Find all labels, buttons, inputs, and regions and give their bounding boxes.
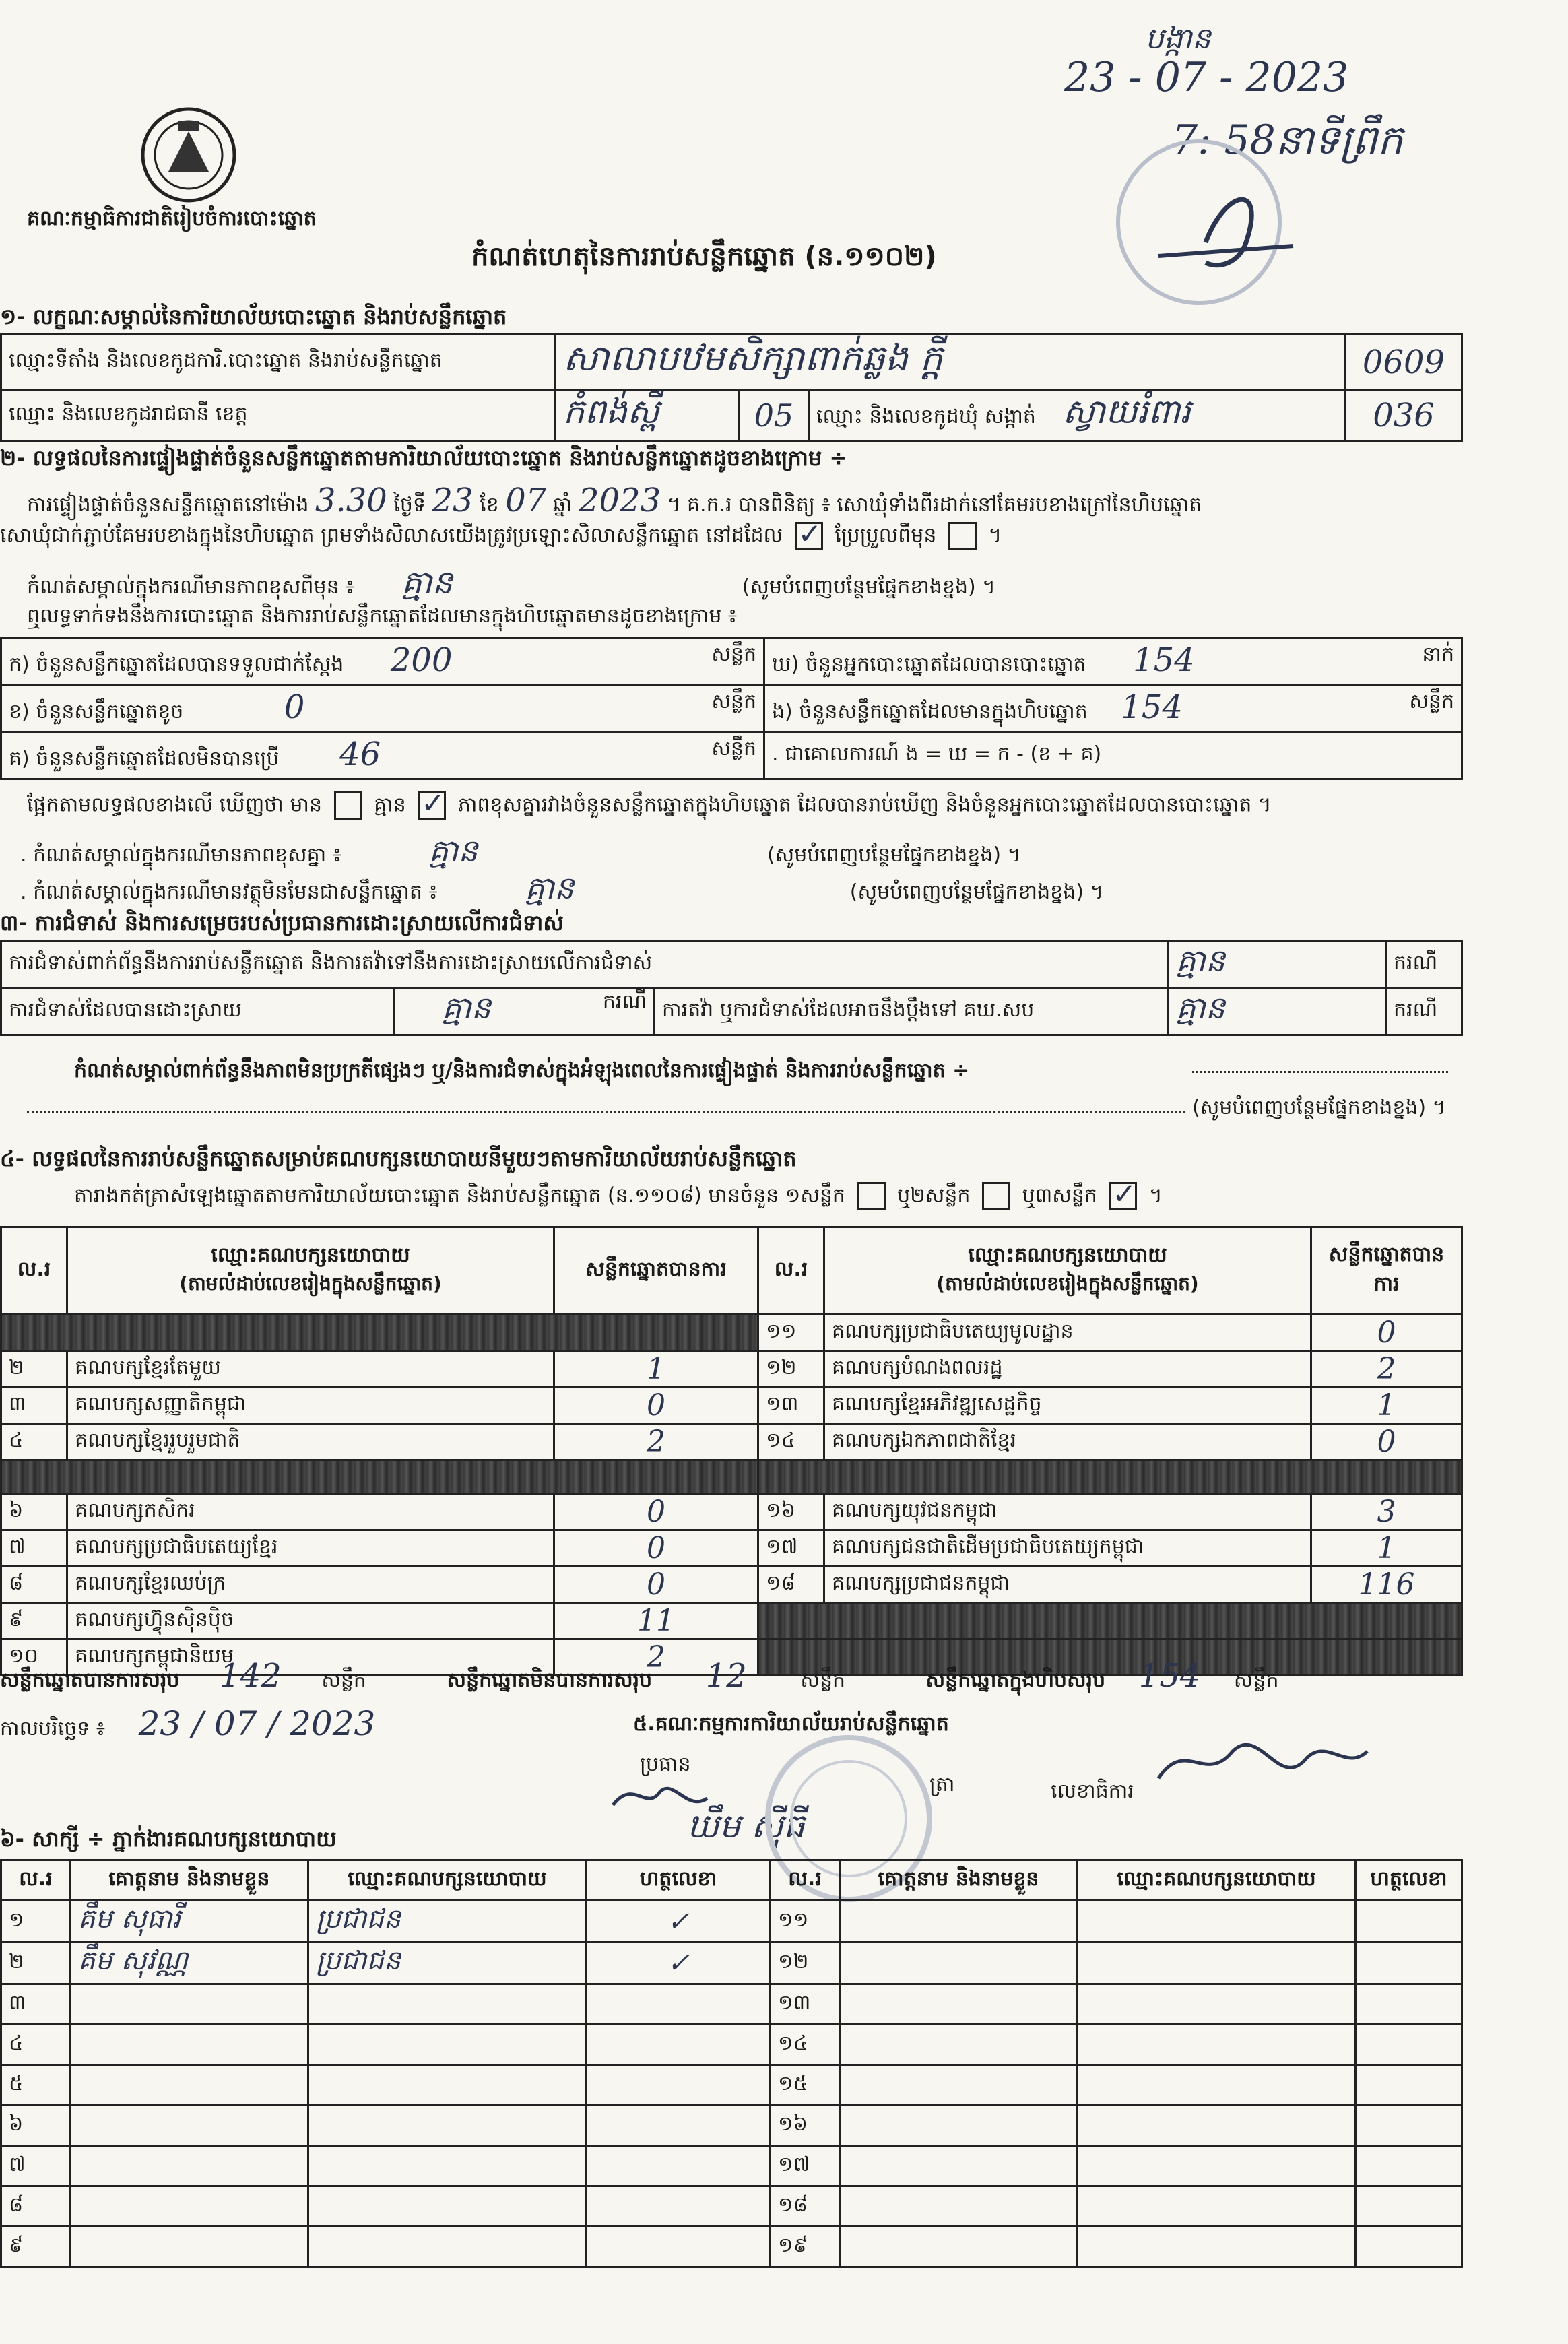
count-label: ឃ) ចំនួនអ្នកបោះឆ្នោតដែលបានបោះឆ្នោត [772, 653, 1086, 676]
verify-day: 23 [432, 482, 473, 519]
witness-empty-cell[interactable] [1356, 1901, 1462, 1943]
witness-row [1, 2025, 1462, 2065]
party-name: គណបក្សជនជាតិដើមប្រជាធិបតេយ្យកម្ពុជា [824, 1530, 1311, 1567]
witness-signature [587, 1984, 771, 2025]
committee-title: ៥.គណៈកម្មការការិយាល័យរាប់សន្លឹកឆ្នោត [633, 1712, 949, 1736]
count-unit: សន្លឹក [1409, 690, 1454, 713]
witness-empty-cell[interactable] [1078, 2065, 1356, 2106]
col-party-sub: (តាមលំដាប់លេខរៀងក្នុងសន្លឹកឆ្នោត) [936, 1272, 1199, 1295]
box-total: 154 [1138, 1657, 1201, 1695]
witness-empty-cell[interactable] [1078, 2146, 1356, 2186]
verify-text: ការផ្ទៀងផ្ទាត់ចំនួនសន្លឹកឆ្នោតនៅម៉ោង [27, 493, 309, 517]
party-votes: 1 [1311, 1530, 1462, 1567]
party-name: គណបក្សឯកភាពជាតិខ្មែរ [824, 1424, 1311, 1460]
party-votes: 0 [554, 1388, 758, 1424]
party-votes: 2 [554, 1424, 758, 1460]
witness-empty-cell[interactable] [840, 2106, 1078, 2146]
party-votes: 0 [554, 1567, 758, 1603]
party-name: គណបក្សកសិករ [67, 1494, 554, 1530]
party-name: គណបក្សខ្មែរតែមួយ [67, 1351, 554, 1388]
appeal-value: គ្មាន [1169, 988, 1386, 1035]
count-label: ខ) ចំនួនសន្លឹកឆ្នោតខូច [9, 700, 184, 723]
party-number: ៧ [1, 1530, 67, 1567]
count-label: គ) ចំនួនសន្លឹកឆ្នោតដែលមិនបានប្រើ [9, 747, 280, 771]
party-votes: 0 [554, 1530, 758, 1567]
section6-title: ៦- សាក្សី ÷ ភ្នាក់ងារគណបក្សនយោបាយ [0, 1826, 337, 1852]
witness-number: ៦ [1, 2106, 71, 2146]
seal-changed-label: ប្រែប្រួលពីមុន [835, 523, 937, 548]
results-row [1, 1424, 1462, 1460]
col-sign: ហត្ថលេខា [587, 1860, 771, 1901]
discrepancy-line [27, 791, 1272, 822]
discrepancy-none-checkbox[interactable] [418, 791, 446, 820]
witness-number: ១៤ [771, 2025, 840, 2065]
witness-empty-cell[interactable] [1078, 1984, 1356, 2025]
witness-name [71, 2186, 308, 2227]
witness-signature: ✓ [587, 1943, 771, 1984]
sheets-2-label: ឬ២សន្លឹក [897, 1183, 971, 1208]
valid-total-label: សន្លឹកឆ្នោតបានការសរុប [0, 1668, 180, 1692]
province-label: ឈ្មោះ និងលេខកូដរាជធានី ខេត្ត [1, 390, 556, 441]
witness-row [1, 2106, 1462, 2146]
summary-label: ឮលទ្ធទាក់ទងនឹងការបោះឆ្នោត និងការរាប់សន្លឹកឆ្នោតដែលមានក្នុងហិបឆ្នោតមានដូចខាងក្រោម ៖ [27, 604, 738, 628]
valid-total: 142 [220, 1657, 282, 1695]
witness-signature [587, 2146, 771, 2186]
note1-hint: (សូមបំពេញបន្ថែមផ្នែកខាងខ្នង) ។ [766, 843, 1021, 867]
section2-title: ២- លទ្ធផលនៃការផ្ទៀងផ្ទាត់ចំនួនសន្លឹកឆ្នោតតាមការិយាល័យបោះឆ្នោត និងរាប់សន្លឹកឆ្នោតដូចខាងក្រោម ÷ [0, 445, 848, 471]
witness-signature [587, 2065, 771, 2106]
col-name: គោត្តនាម និងនាមខ្លួន [840, 1860, 1078, 1901]
witness-row [1, 2186, 1462, 2227]
witness-empty-cell[interactable] [840, 2025, 1078, 2065]
sheets-line: តារាងកត់ត្រាសំឡេងឆ្នោតតាមការិយាល័យបោះឆ្នោត និងរាប់សន្លឹកឆ្នោត (ន.១១០៨) មានចំនួន ១សន្លឹក ឬ២សន្លឹក ឬ៣សន្លឹក ✓ ។ [74, 1182, 1163, 1212]
party-name: គណបក្សបំណងពលរដ្ឋ [824, 1351, 1311, 1388]
witness-number: ៤ [1, 2025, 71, 2065]
objection-case: ករណី [1386, 941, 1462, 988]
party-number: ២ [1, 1351, 67, 1388]
dotted-line [1192, 1071, 1448, 1073]
party-name: គណបក្សកម្ពុជានិយម [67, 1639, 554, 1676]
party-votes: 2 [1311, 1351, 1462, 1388]
party-votes: 116 [1311, 1567, 1462, 1603]
redacted-cell [1, 1315, 758, 1351]
witness-empty-cell[interactable] [1356, 2146, 1462, 2186]
section3-title: ៣- ការជំទាស់ និងការសម្រេចរបស់ប្រធានការដោះស្រាយលើការជំទាស់ [0, 910, 564, 936]
witness-party [308, 2186, 587, 2227]
witness-empty-cell[interactable] [1356, 2065, 1462, 2106]
witness-name [71, 2227, 308, 2267]
box-total-label: សន្លឹកឆ្នោតក្នុងហិបសរុប [925, 1668, 1106, 1692]
party-number: ៣ [1, 1388, 67, 1424]
witness-name [71, 2025, 308, 2065]
party-number: ៨ [1, 1567, 67, 1603]
witness-name [71, 2146, 308, 2186]
year-label: ឆ្នាំ [552, 493, 573, 517]
col-no: ល.រ [758, 1227, 824, 1315]
commune-code: 036 [1346, 390, 1462, 441]
invalid-total: 12 [705, 1657, 747, 1695]
seal-line: សោឃុំជាក់ភ្ជាប់គែមរបខាងក្នុងនៃហិបឆ្នោត ព្រមទាំងសិលាសយើងត្រូវប្រឡោះសិលាសន្លឹកឆ្នោត នៅដដែល ✓ ប្រែប្រួលពីមុន ។ [0, 522, 1002, 552]
verify-month: 07 [505, 482, 547, 519]
count-label: ង) ចំនួនសន្លឹកឆ្នោតដែលមានក្នុងហិបឆ្នោត [772, 700, 1088, 723]
month-label: ខែ [480, 493, 499, 517]
party-name: គណបក្សខ្មែរអភិវឌ្ឍសេដ្ឋកិច្ច [824, 1388, 1311, 1424]
received-label: បង្កាន [1145, 22, 1211, 56]
objection-table [0, 940, 1463, 1036]
count-row [1, 732, 1462, 779]
sheets-3-label: ឬ៣សន្លឹក [1022, 1183, 1097, 1208]
witness-empty-cell[interactable] [840, 1984, 1078, 2025]
seal-text: សោឃុំជាក់ភ្ជាប់គែមរបខាងក្នុងនៃហិបឆ្នោត ព្រមទាំងសិលាសយើងត្រូវប្រឡោះសិលាសន្លឹកឆ្នោត នៅដដែល [0, 523, 783, 548]
count-unit: សន្លឹក [711, 643, 756, 666]
witness-number: ១៦ [771, 2106, 840, 2146]
station-name: សាលាបឋមសិក្សាពាក់ឆ្លង ក្តី [556, 335, 1346, 390]
date-label: កាលបរិច្ឆេទ ៖ [0, 1717, 106, 1740]
witness-row [1, 2146, 1462, 2186]
sheets-text: តារាងកត់ត្រាសំឡេងឆ្នោតតាមការិយាល័យបោះឆ្នោត និងរាប់សន្លឹកឆ្នោត (ន.១១០៨) មានចំនួន ១សន្លឹក [74, 1183, 845, 1208]
commune-label: ឈ្មោះ និងលេខកូដឃុំ សង្កាត់ [816, 405, 1036, 428]
witness-signature [587, 2227, 771, 2267]
discrepancy-tail: ភាពខុសគ្នារវាងចំនួនសន្លឹកឆ្នោតក្នុងហិបឆ្នោត ដែលបានរាប់ឃើញ និងចំនួនអ្នកបោះឆ្នោតដែលបានបោះឆ្នោត ។ [457, 793, 1272, 817]
party-number: ១០ [1, 1639, 67, 1676]
witness-name [71, 1984, 308, 2025]
section4-title: ៤- លទ្ធផលនៃការរាប់សន្លឹកឆ្នោតសម្រាប់គណបក្សនយោបាយនីមួយៗតាមការិយាល័យរាប់សន្លឹកឆ្នោត [0, 1146, 797, 1171]
results-body [1, 1315, 1462, 1676]
col-no: ល.រ [1, 1227, 67, 1315]
witness-number: ១៥ [771, 2065, 840, 2106]
diff-note-value: គ្មាន [401, 564, 453, 601]
party-name: គណបក្សខ្មែរឈប់ក្រ [67, 1567, 554, 1603]
witness-signature: ✓ [587, 1901, 771, 1943]
witness-party: ប្រជាជន [308, 1943, 587, 1984]
seal-changed-checkbox[interactable] [948, 522, 977, 550]
province-code: 05 [740, 390, 809, 441]
witness-number: ១៩ [771, 2227, 840, 2267]
irregular-hint: (សូមបំពេញបន្ថែមផ្នែកខាងខ្នង) ។ [1192, 1096, 1446, 1119]
results-row [1, 1494, 1462, 1530]
witness-empty-cell[interactable] [840, 1901, 1078, 1943]
voters-voted: 154 [1133, 641, 1195, 679]
discrepancy-yes-checkbox[interactable] [334, 791, 362, 820]
count-row [1, 685, 1462, 732]
stamp-label: ត្រា [929, 1773, 955, 1796]
redacted-cell [758, 1460, 1462, 1494]
results-row [1, 1351, 1462, 1388]
col-party: ឈ្មោះគណបក្សនយោបាយ [308, 1860, 587, 1901]
results-row [1, 1567, 1462, 1603]
formula: . ជាគោលការណ៍ ង = ឃ = ក - (ខ + គ) [764, 732, 1462, 779]
appeal-case: ករណី [1386, 988, 1462, 1035]
resolved-case: ករណី [602, 990, 647, 1014]
secretary-label: លេខាធិការ [1051, 1780, 1134, 1803]
discrepancy-text: ផ្អែកតាមលទ្ធផលខាងលើ ឃើញថា មាន [27, 793, 323, 817]
diff-note-hint: (សូមបំពេញបន្ថែមផ្នែកខាងខ្នង) ។ [742, 575, 996, 599]
chair-label: ប្រធាន [640, 1753, 691, 1776]
party-name: គណបក្សហ៊្វុនស៊ិនប៉ិច [67, 1603, 554, 1639]
witness-row [1, 1984, 1462, 2025]
results-row [1, 1315, 1462, 1351]
witness-empty-cell[interactable] [1078, 1901, 1356, 1943]
note2-line [20, 869, 1103, 914]
discrepancy-none-label: គ្មាន [374, 793, 406, 817]
witness-empty-cell[interactable] [1356, 2025, 1462, 2065]
invalid-total-label: សន្លឹកឆ្នោតមិនបានការសរុប [447, 1668, 653, 1692]
irregular-note: កំណត់សម្គាល់ពាក់ព័ន្ធនឹងភាពមិនប្រក្រតីផ្សេងៗ ឬ/និងការជំទាស់ក្នុងអំឡុងពេលនៃការផ្ទៀងផ្ទាត់ និងការរាប់សន្លឹកឆ្នោត ÷ [74, 1059, 970, 1082]
note2-hint: (សូមបំពេញបន្ថែមផ្នែកខាងខ្នង) ។ [849, 880, 1104, 904]
witness-number: ២ [1, 1943, 71, 1984]
col-party-title: ឈ្មោះគណបក្សនយោបាយ [211, 1243, 410, 1267]
witness-row [1, 2227, 1462, 2267]
party-name: គណបក្សប្រជាជនកម្ពុជា [824, 1567, 1311, 1603]
note2-label: . កំណត់សម្គាល់ក្នុងករណីមានវត្ថុមិនមែនជាសន្លឹកឆ្នោត ៖ [20, 880, 438, 904]
resolved-label: ការជំទាស់ដែលបានដោះស្រាយ [1, 988, 394, 1035]
party-number: ១៧ [758, 1530, 824, 1567]
col-votes: សន្លឹកឆ្នោតបានការ [1311, 1227, 1462, 1315]
witness-number: ៥ [1, 2065, 71, 2106]
witness-name [71, 2065, 308, 2106]
count-unit: សន្លឹក [711, 690, 756, 713]
results-table [0, 1226, 1463, 1676]
witness-empty-cell[interactable] [1356, 2227, 1462, 2267]
doc-title: កំណត់ហេតុនៃការរាប់សន្លឹកឆ្នោត (ន.១១០២) [471, 241, 937, 272]
count-table [0, 637, 1463, 780]
station-label: ឈ្មោះទីតាំង និងលេខកូដការិ.បោះឆ្នោត និងរាប់សន្លឹកឆ្នោត [1, 335, 556, 390]
col-votes: សន្លឹកឆ្នោតបានការ [554, 1227, 758, 1315]
witness-party [308, 2146, 587, 2186]
redacted-cell [758, 1603, 1462, 1639]
received-date: 23 - 07 - 2023 [1064, 54, 1349, 101]
verify-time: 3.30 [315, 482, 387, 519]
witness-empty-cell[interactable] [1078, 2025, 1356, 2065]
witness-empty-cell[interactable] [1356, 1943, 1462, 1984]
col-sign: ហត្ថលេខា [1356, 1860, 1462, 1901]
witness-party [308, 2065, 587, 2106]
witness-name: គឹម សុធារី [71, 1901, 308, 1943]
party-name: គណបក្សប្រជាធិបតេយ្យខ្មែរ [67, 1530, 554, 1567]
note1-value: គ្មាន [428, 833, 478, 869]
witness-empty-cell[interactable] [1356, 2186, 1462, 2227]
witness-empty-cell[interactable] [1356, 1984, 1462, 2025]
witness-number: ១ [1, 1901, 71, 1943]
nec-logo-icon [138, 104, 239, 205]
spoiled-ballots: 0 [284, 688, 305, 726]
chair-signature-icon [606, 1771, 714, 1825]
unused-ballots: 46 [339, 736, 381, 773]
count-unit: សន្លឹក [711, 737, 756, 760]
party-number: ១៣ [758, 1388, 824, 1424]
count-row [1, 638, 1462, 685]
results-row [1, 1388, 1462, 1424]
date-line [0, 1704, 375, 1745]
party-votes: 1 [554, 1351, 758, 1388]
results-row [1, 1603, 1462, 1639]
witness-number: ៩ [1, 2227, 71, 2267]
col-party [67, 1227, 554, 1315]
witness-party [308, 2025, 587, 2065]
col-no: ល.រ [1, 1860, 71, 1901]
witness-party [308, 2227, 587, 2267]
witness-number: ៧ [1, 2146, 71, 2186]
witness-name [71, 2106, 308, 2146]
verify-line [27, 482, 1202, 521]
totals-line [0, 1657, 1279, 1697]
witness-number: ១៧ [771, 2146, 840, 2186]
count-unit: នាក់ [1422, 643, 1454, 666]
witness-empty-cell[interactable] [840, 1943, 1078, 1984]
party-number: ១៦ [758, 1494, 824, 1530]
party-votes: 0 [554, 1494, 758, 1530]
party-name: គណបក្សយុវជនកម្ពុជា [824, 1494, 1311, 1530]
witness-row [1, 1943, 1462, 1984]
station-code: 0609 [1346, 335, 1462, 390]
date-value: 23 / 07 / 2023 [138, 1704, 376, 1743]
witness-table [0, 1859, 1463, 2268]
witness-signature [587, 2186, 771, 2227]
party-name: គណបក្សប្រជាធិបតេយ្យមូលដ្ឋាន [824, 1315, 1311, 1351]
witness-number: ១១ [771, 1901, 840, 1943]
col-party-title: ឈ្មោះគណបក្សនយោបាយ [968, 1243, 1167, 1267]
party-votes: 11 [554, 1603, 758, 1639]
witness-name: គឹម សុវណ្ណ [71, 1943, 308, 1984]
sheets-3-checkbox[interactable] [1109, 1182, 1137, 1210]
valid-unit: សន្លឹក [321, 1668, 366, 1692]
witness-number: ៣ [1, 1984, 71, 2025]
section1-title: ១- លក្ខណៈសម្គាល់នៃការិយាល័យបោះឆ្នោត និងរាប់សន្លឹកឆ្នោត [0, 304, 507, 329]
party-number: ១៨ [758, 1567, 824, 1603]
witness-empty-cell[interactable] [1078, 2186, 1356, 2227]
party-votes: 1 [1311, 1388, 1462, 1424]
party-votes: 3 [1311, 1494, 1462, 1530]
received-ballots: 200 [390, 641, 453, 679]
witness-party: ប្រជាជន [308, 1901, 587, 1943]
witness-body [1, 1901, 1462, 2267]
party-votes: 0 [1311, 1424, 1462, 1460]
commune-cell [809, 390, 1346, 441]
col-no: ល.រ [771, 1860, 840, 1901]
party-votes: 0 [1311, 1315, 1462, 1351]
day-label: ថ្ងៃទី [393, 493, 426, 517]
party-number: ១២ [758, 1351, 824, 1388]
witness-empty-cell[interactable] [1356, 2106, 1462, 2146]
ballots-in-box: 154 [1121, 688, 1183, 726]
witness-row [1, 2065, 1462, 2106]
invalid-unit: សន្លឹក [800, 1668, 846, 1692]
box-unit: សន្លឹក [1233, 1668, 1279, 1692]
witness-empty-cell[interactable] [1078, 2227, 1356, 2267]
seal-same-checkbox[interactable] [795, 522, 823, 550]
witness-number: ៨ [1, 2186, 71, 2227]
resolved-cell [394, 988, 655, 1035]
sheets-2-checkbox[interactable] [982, 1182, 1010, 1210]
chair-name: ឃឹម ស៊ីធី [687, 1806, 805, 1846]
party-number: ៩ [1, 1603, 67, 1639]
sheets-1-checkbox[interactable] [857, 1182, 886, 1210]
witness-empty-cell[interactable] [1078, 2106, 1356, 2146]
appeal-label: ការតវ៉ា ឬការជំទាស់ដែលអាចនឹងប្តឹងទៅ គឃ.សប [655, 988, 1169, 1035]
results-row [1, 1530, 1462, 1567]
witness-empty-cell[interactable] [840, 2227, 1078, 2267]
province-name: កំពង់ស្ពឺ [556, 390, 740, 441]
objection-value: គ្មាន [1169, 941, 1386, 988]
verify-tail: ។ គ.ក.រ បានពិនិត្យ ៖ សោឃុំទាំងពីរដាក់នៅគែមរបខាងក្រៅនៃហិបឆ្នោត [667, 493, 1202, 517]
witness-empty-cell[interactable] [840, 2186, 1078, 2227]
round-stamp-top [1091, 135, 1307, 310]
party-name: គណបក្សសញ្ញាតិកម្ពុជា [67, 1388, 554, 1424]
results-row [1, 1460, 1462, 1494]
col-name: គោត្តនាម និងនាមខ្លួន [71, 1860, 308, 1901]
note1-label: . កំណត់សម្គាល់ក្នុងករណីមានភាពខុសគ្នា ៖ [20, 843, 341, 867]
party-number: ១១ [758, 1315, 824, 1351]
org-name: គណៈកម្មាធិការជាតិរៀបចំការបោះឆ្នោត [27, 207, 317, 230]
witness-party [308, 2106, 587, 2146]
col-party [824, 1227, 1311, 1315]
witness-empty-cell[interactable] [840, 2146, 1078, 2186]
witness-party [308, 1984, 587, 2025]
commune-name: ស្វាយរំពារ [1062, 392, 1191, 431]
verify-year: 2023 [578, 482, 661, 519]
witness-empty-cell[interactable] [840, 2065, 1078, 2106]
objection-label: ការជំទាស់ពាក់ព័ន្ធនឹងការរាប់សន្លឹកឆ្នោត និងការតវ៉ាទៅនឹងការដោះស្រាយលើការជំទាស់ [1, 941, 1169, 988]
witness-signature [587, 2106, 771, 2146]
party-number: ៦ [1, 1494, 67, 1530]
party-name: គណបក្សខ្មែររួបរួមជាតិ [67, 1424, 554, 1460]
witness-empty-cell[interactable] [1078, 1943, 1356, 1984]
witness-number: ១៨ [771, 2186, 840, 2227]
col-party: ឈ្មោះគណបក្សនយោបាយ [1078, 1860, 1356, 1901]
witness-number: ១៣ [771, 1984, 840, 2025]
resolved-value: គ្មាន [442, 989, 491, 1026]
col-party-sub: (តាមលំដាប់លេខរៀងក្នុងសន្លឹកឆ្នោត) [179, 1272, 442, 1295]
witness-signature [587, 2025, 771, 2065]
count-label: ក) ចំនួនសន្លឹកឆ្នោតដែលបានទទួលជាក់ស្តែង [9, 653, 344, 676]
received-time: 7: 58នាទីព្រឹក [1172, 117, 1404, 164]
witness-number: ១២ [771, 1943, 840, 1984]
station-table [0, 333, 1463, 442]
party-votes: 2 [554, 1639, 758, 1676]
dotted-line [27, 1111, 1185, 1113]
secretary-signature-icon [1145, 1724, 1374, 1805]
note2-value: គ្មាន [525, 870, 575, 906]
diff-note-label: កំណត់សម្គាល់ក្នុងករណីមានភាពខុសពីមុន ៖ [27, 575, 355, 599]
party-number: ១៤ [758, 1424, 824, 1460]
party-number: ៤ [1, 1424, 67, 1460]
witness-row [1, 1901, 1462, 1943]
redacted-cell [1, 1460, 758, 1494]
